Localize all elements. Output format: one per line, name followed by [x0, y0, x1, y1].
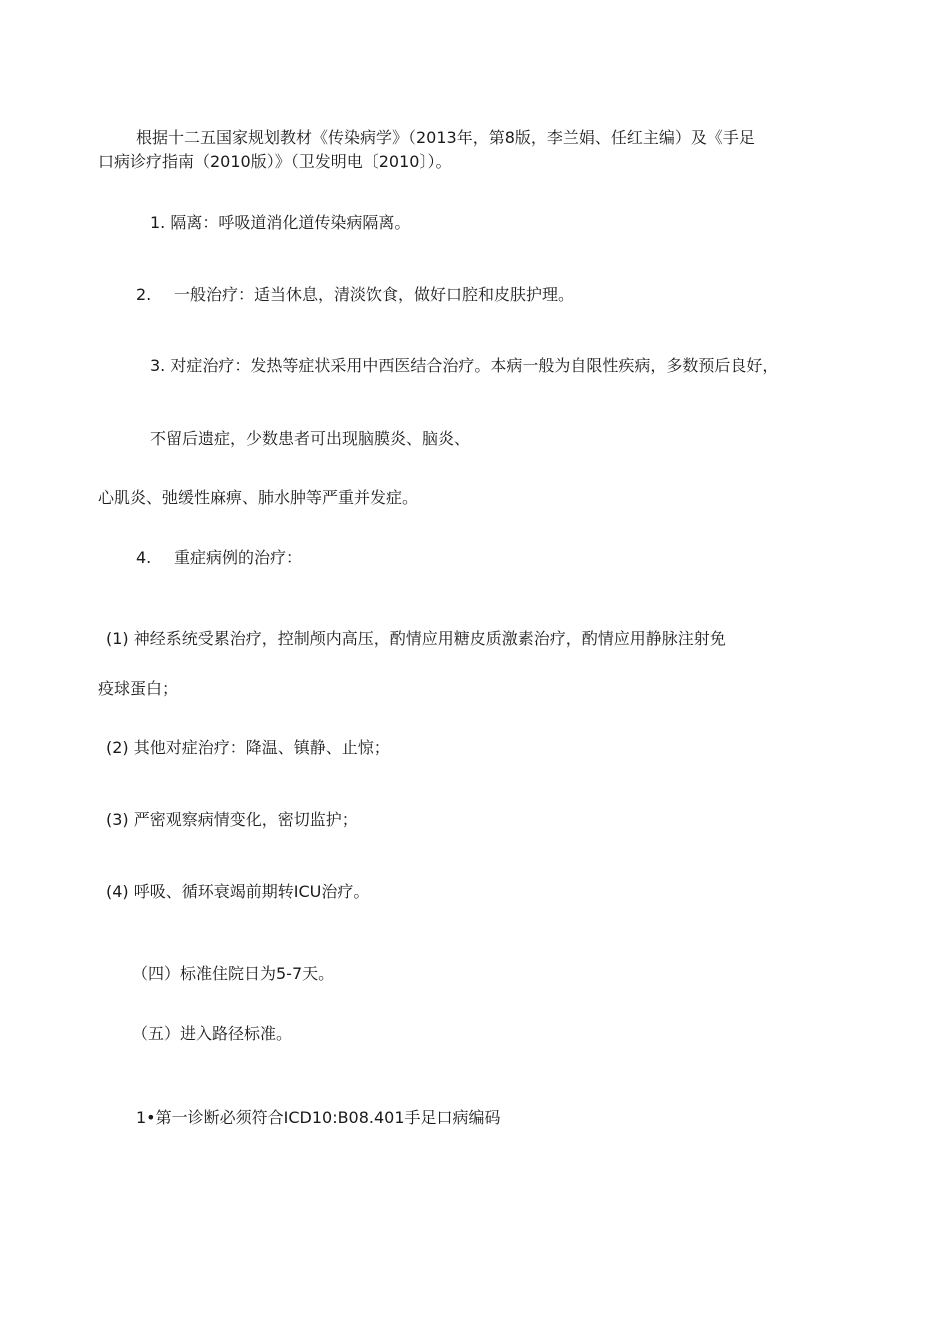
item-4-number: 4. — [136, 548, 152, 567]
intro-line-2: 口病诊疗指南（2010版）》（卫发明电〔2010〕）。 — [98, 152, 452, 171]
item-4-severe-cases — [136, 546, 302, 570]
intro-line-1: 根据十二五国家规划教材《传染病学》（2013年，第8版，李兰娟、任红主编）及《手足 — [136, 128, 755, 147]
subitem-1-line-2: 疫球蛋白； — [98, 679, 179, 698]
section-5-admission-criteria: （五）进入路径标准。 — [132, 1024, 293, 1043]
item-1-isolation: 1. 隔离：呼吸道消化道传染病隔离。 — [150, 213, 411, 232]
item-3-symptomatic-treatment: 3. 对症治疗：发热等症状采用中西医结合治疗。本病一般为自限性疾病，多数预后良好， — [150, 356, 779, 375]
item-2-text: 一般治疗：适当休息，清淡饮食，做好口腔和皮肤护理。 — [174, 285, 575, 304]
item-2-general-treatment — [136, 283, 574, 307]
criteria-1-diagnosis: 1•第一诊断必须符合ICD10:B08.401手足口病编码 — [136, 1108, 501, 1127]
item-2-number: 2. — [136, 285, 152, 304]
section-4-hospital-stay: （四）标准住院日为5-7天。 — [132, 964, 335, 983]
item-3-continuation-2: 心肌炎、弛缓性麻痹、肺水肿等严重并发症。 — [98, 488, 419, 507]
item-4-text: 重症病例的治疗： — [174, 548, 303, 567]
subitem-2: (2) 其他对症治疗：降温、镇静、止惊； — [106, 738, 390, 757]
item-3-continuation-1: 不留后遗症，少数患者可出现脑膜炎、脑炎、 — [150, 429, 471, 448]
subitem-3: (3) 严密观察病情变化，密切监护； — [106, 810, 358, 829]
subitem-4: (4) 呼吸、循环衰竭前期转ICU治疗。 — [106, 882, 370, 901]
subitem-1-line-1: (1) 神经系统受累治疗，控制颅内高压，酌情应用糖皮质激素治疗，酌情应用静脉注射免 — [106, 629, 726, 648]
